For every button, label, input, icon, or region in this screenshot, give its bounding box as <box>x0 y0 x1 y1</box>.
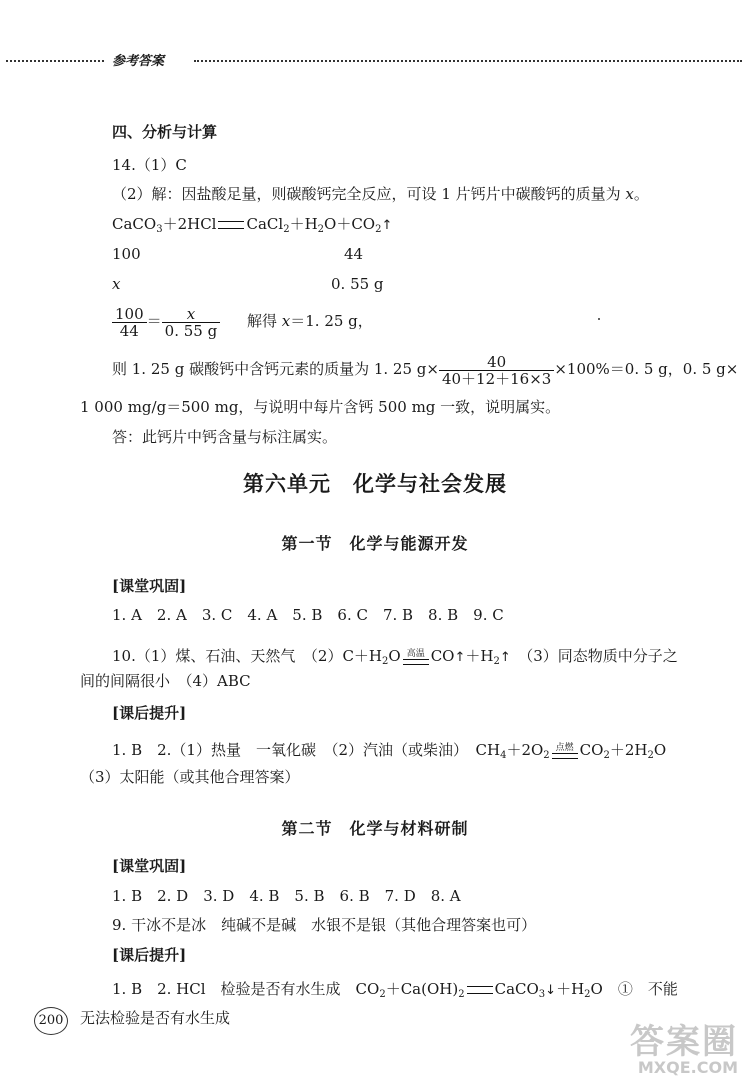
header-dotted-rule-left <box>6 60 104 62</box>
section1-classroom-answers: 1. A 2. A 3. C 4. A 5. B 6. C 7. B 8. B 9. C <box>112 606 504 624</box>
part4-heading: 四、分析与计算 <box>112 123 218 141</box>
section2-after-heading: [课后提升] <box>112 946 187 964</box>
equals-sign <box>218 221 244 229</box>
section2-after-answers: 1. B 2. HCl 检验是否有水生成 $CO_2+Ca(OH)_2$ $CaCO_3↓+H_2O$ ① 不能 <box>112 980 678 1000</box>
q14-part2: （2）解：因盐酸足量，则碳酸钙完全反应，可设 1 片钙片中碳酸钙的质量为 x。 <box>112 185 649 203</box>
reaction-equation: CaCO$_3$＋2HCl $CaCl_2+H_2O+CO_2↑$ <box>112 215 393 235</box>
section1-classroom-heading: [课堂巩固] <box>112 577 187 595</box>
running-header <box>0 50 750 70</box>
fraction-1: $\frac{100}{44}$ <box>112 306 147 339</box>
section1-q10-line2: 间的间隔很小 （4）ABC <box>80 672 251 690</box>
section1-after-line2: （3）太阳能（或其他合理答案） <box>80 768 300 786</box>
gas-arrow-icon: ↑ <box>454 650 466 665</box>
conclusion: 答：此钙片中钙含量与标注属实。 <box>112 428 338 446</box>
page-number: 200 <box>34 1007 68 1035</box>
section2-classroom-answers: 1. B 2. D 3. D 4. B 5. B 6. B 7. D 8. A <box>112 887 461 905</box>
q14-part1: 14.（1）C <box>112 156 187 174</box>
precipitate-arrow-icon: ↓ <box>545 983 557 998</box>
gas-arrow-icon: ↑ <box>381 218 393 233</box>
section2-title: 第二节 化学与材料研制 <box>281 819 469 838</box>
unknown-x: x <box>112 275 121 293</box>
calcium-fraction: $\frac{40}{40+12+16\times 3}$ <box>439 354 554 387</box>
fraction-2: $\frac{x}{0. 55 g}$ <box>162 306 221 339</box>
section1-after-heading: [课后提升] <box>112 704 187 722</box>
proportion: $\frac{100}{44}$ ＝ $\frac{x}{0. 55 g}$ 解得 x＝1. 25 g， <box>112 305 373 339</box>
equals-sign <box>467 986 493 994</box>
unit-title: 第六单元 化学与社会发展 <box>243 471 507 496</box>
watermark-logo: 答案圈 MXQE.COM <box>630 1022 738 1077</box>
calcium-calculation-line2: 1 000 mg/g＝500 mg，与说明中每片含钙 500 mg 一致，说明属实。 <box>80 398 561 416</box>
section1-after-answers: 1. B 2.（1）热量 一氧化碳 （2）汽油（或柴油） $CH_4+2O_2$ 点燃 $CO_2+2H_2O$ <box>112 741 667 761</box>
condition-ignite: 点燃 <box>552 744 578 759</box>
header-title: 参考答案 <box>112 54 165 69</box>
co2-mass: 0. 55 g <box>331 275 384 293</box>
condition-high-temp: 高温 <box>403 650 429 665</box>
molar-mass-co2: 44 <box>344 245 364 263</box>
calcium-calculation: 则 1. 25 g 碳酸钙中含钙元素的质量为 1. 25 g× $\frac{40}{40+12+16\times 3}$ ×100%＝0. 5 g，0. 5 g× <box>112 352 739 388</box>
section1-q10: 10.（1）煤、石油、天然气 $(2)C+H_2O$ 高温 $CO↑+H_2↑$ （3）同态物质中分子之 <box>112 647 678 667</box>
header-dotted-rule-right <box>194 60 742 62</box>
section2-classroom-heading: [课堂巩固] <box>112 857 187 875</box>
gas-arrow-icon: ↑ <box>499 650 511 665</box>
section2-q9: 9. 干冰不是冰 纯碱不是碱 水银不是银（其他合理答案也可） <box>112 916 537 934</box>
molar-mass-caco3: 100 <box>112 245 141 263</box>
section1-title: 第一节 化学与能源开发 <box>281 534 469 553</box>
section2-after-line2: 无法检验是否有水生成 <box>80 1009 231 1027</box>
stray-dot <box>598 318 600 320</box>
